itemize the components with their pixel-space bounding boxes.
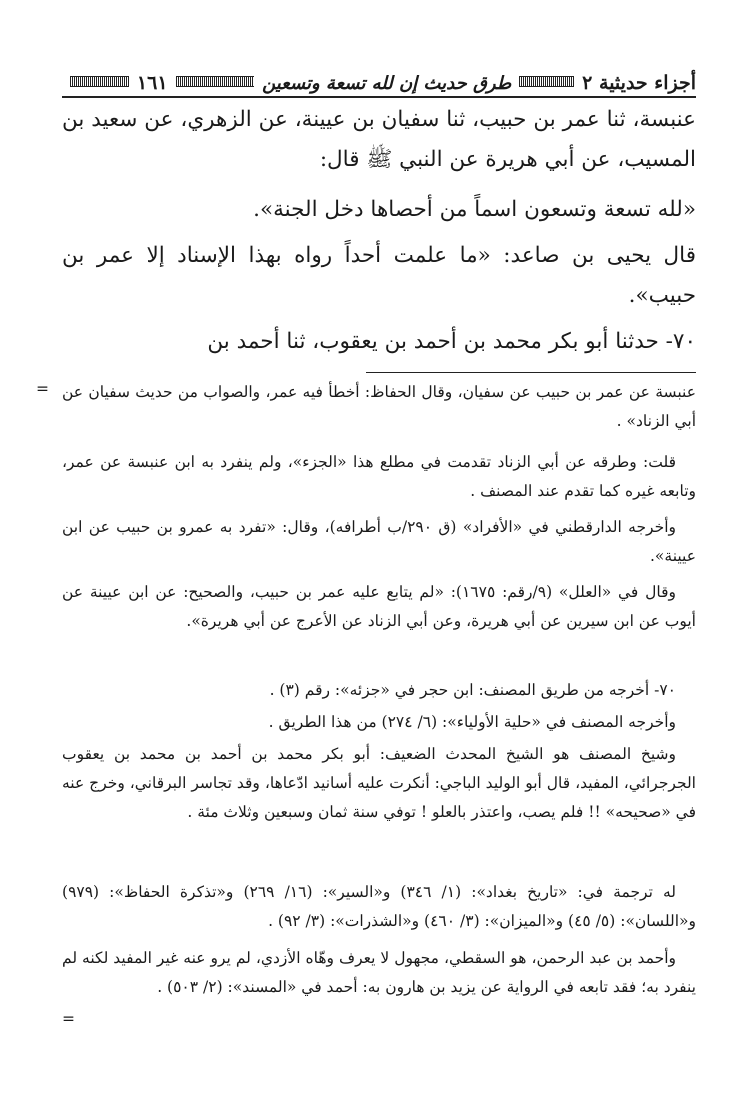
footnote	[62, 878, 696, 936]
footnote	[62, 513, 696, 571]
footnote-text: وشيخ المصنف هو الشيخ المحدث الضعيف: أبو بكر محمد بن أحمد بن محمد بن يعقوب الجرجرائي، المفيد، قال أبو الوليد الباجي: أنكرت عليه أسانيد ادّعاها، وقد تجاسر البرقاني، وخرج عنه في «صحيحه» !! فلم يصب، واعتذر بالعلو ! توفي سنة ثمان وسبعين وثلاث مئة .	[62, 745, 696, 821]
header-ornament	[70, 76, 129, 87]
footnote	[62, 378, 696, 436]
footnote-text: وأخرجه المصنف في «حلية الأولياء»: (٦/ ٢٧٤) من هذا الطريق .	[268, 713, 676, 731]
running-header	[62, 58, 696, 94]
footnote-text: قلت: وطرقه عن أبي الزناد تقدمت في مطلع هذا «الجزء»، ولم ينفرد به ابن عنبسة عن عمر، وتابعه غيره كما تقدم عند المصنف .	[62, 453, 696, 500]
footnote	[62, 740, 696, 827]
page-number: ١٦١	[136, 72, 168, 94]
footnote	[62, 944, 696, 1002]
main-paragraph: قال يحيى بن صاعد: «ما علمت أحداً رواه بهذا الإسناد إلا عمر بن حبيب».	[62, 243, 696, 308]
footnote-text: ٧٠- أخرجه من طريق المصنف: ابن حجر في «جزئه»: رقم (٣) .	[269, 681, 676, 699]
footnote	[62, 676, 696, 705]
footnote-divider	[366, 372, 696, 373]
footnote-text: وأخرجه الدارقطني في «الأفراد» (ق ٢٩٠/ب أطرافه)، وقال: «تفرد به عمرو بن حبيب عن ابن عيينة».	[62, 518, 696, 565]
hadith-number-paragraph: ٧٠- حدثنا أبو بكر محمد بن أحمد بن يعقوب، ثنا أحمد بن	[207, 329, 696, 354]
header-ornament	[519, 76, 574, 87]
series-title: أجزاء حديثية ٢	[582, 72, 696, 94]
header-ornament	[176, 76, 255, 87]
hadith-quote: «لله تسعة وتسعون اسماً من أحصاها دخل الجنة».	[253, 197, 696, 222]
footnote	[62, 448, 696, 506]
footnote-text: وأحمد بن عبد الرحمن، هو السقطي، مجهول لا يعرف وهّاه الأزدي، لم يرو عنه غير المفيد لكنه لم ينفرد به؛ فقد تابعه في الرواية عن يزيد بن هارون به: أحمد في «المسند»: (٢/ ٥٠٣) .	[62, 949, 696, 996]
footnote-text: وقال في «العلل» (٩/رقم: ١٦٧٥): «لم يتابع عليه عمر بن حبيب، والصحيح: عن ابن عيينة عن أيوب عن ابن سيرين عن أبي هريرة، وعن أبي الزناد عن الأعرج عن أبي هريرة».	[62, 583, 696, 630]
footnote	[62, 578, 696, 636]
footnote	[62, 708, 696, 737]
footnote-text: عنبسة عن عمر بن حبيب عن سفيان، وقال الحفاظ: أخطأ فيه عمر، والصواب من حديث سفيان عن أبي الزناد» .	[62, 383, 696, 430]
book-title: طرق حديث إن لله تسعة وتسعين	[262, 73, 512, 94]
header-rule	[62, 96, 696, 98]
footnote-text: له ترجمة في: «تاريخ بغداد»: (١/ ٣٤٦) و«السير»: (١٦/ ٢٦٩) و«تذكرة الحفاظ»: (٩٧٩) و«اللسان»: (٥/ ٤٥) و«الميزان»: (٣/ ٤٦٠) و«الشذرات»: (٣/ ٩٢) .	[62, 883, 696, 930]
main-paragraph: عنبسة، ثنا عمر بن حبيب، ثنا سفيان بن عيينة، عن الزهري، عن سعيد بن المسيب، عن أبي هريرة عن النبي ﷺ قال:	[62, 107, 696, 172]
continuation-mark: =	[36, 380, 49, 398]
continuation-mark: =	[62, 1010, 75, 1028]
